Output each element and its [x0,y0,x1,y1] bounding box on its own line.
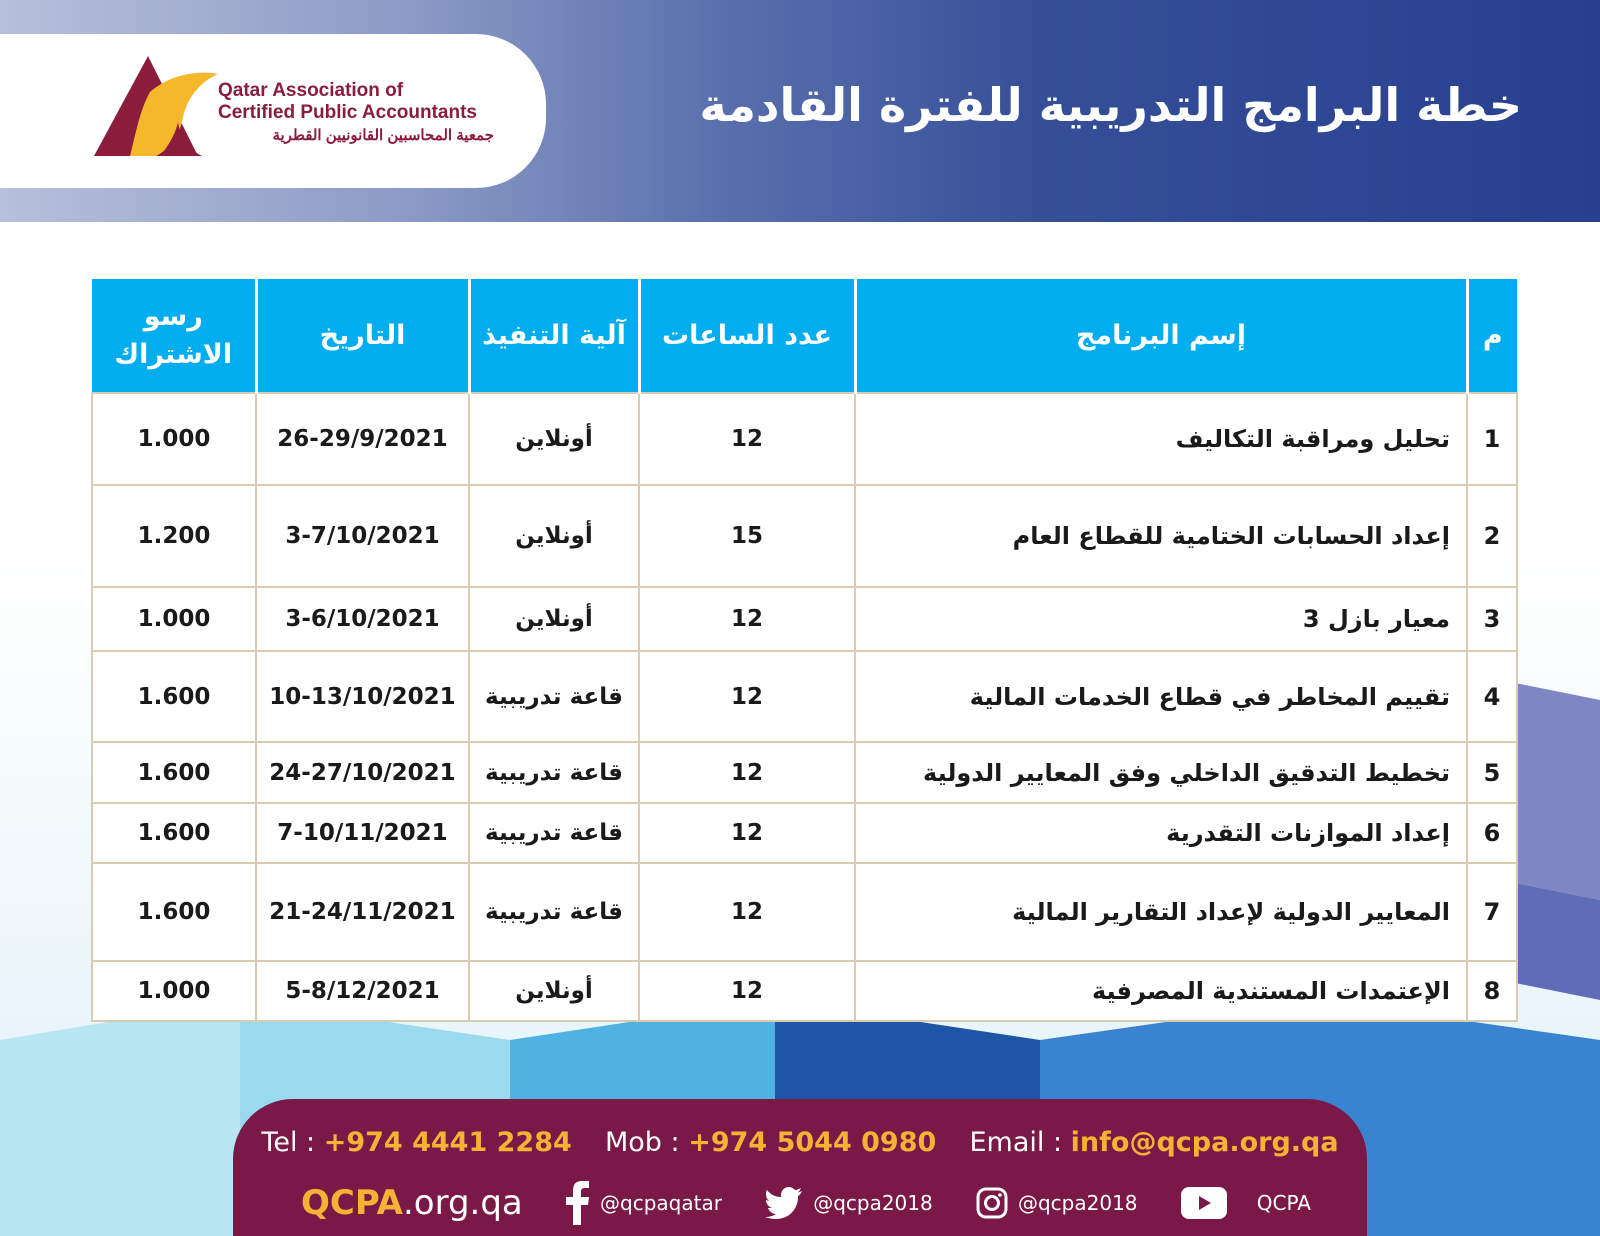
cell-fee: 1.600 [92,742,256,803]
cell-fee: 1.600 [92,651,256,742]
cell-name: تحليل ومراقبة التكاليف [855,393,1467,485]
cell-hours: 12 [639,742,855,803]
logo-name-en-line1: Qatar Association of [218,80,404,101]
table-row [92,742,1517,803]
cell-hours: 12 [639,393,855,485]
col-header-date: التاريخ [256,279,469,393]
cell-fee: 1.000 [92,393,256,485]
cell-no: 2 [1467,485,1517,587]
cell-hours: 15 [639,485,855,587]
tel-value[interactable]: +974 4441 2284 [323,1127,572,1158]
qcpa-logo-icon [90,52,220,158]
cell-mode: قاعة تدريبية [469,651,639,742]
cell-hours: 12 [639,863,855,961]
contact-line [233,1127,1367,1158]
cell-fee: 1.000 [92,961,256,1021]
col-header-fee: رسو الاشتراك [92,279,256,393]
cell-date: 26-29/9/2021 [256,393,469,485]
facebook-handle: @qcpaqatar [600,1191,722,1215]
cell-name: تخطيط التدقيق الداخلي وفق المعايير الدولية [855,742,1467,803]
cell-mode: أونلاين [469,961,639,1021]
page-title: خطة البرامج التدريبية للفترة القادمة [699,78,1522,132]
col-header-mode: آلية التنفيذ [469,279,639,393]
table-row [92,863,1517,961]
cell-name: المعايير الدولية لإعداد التقارير المالية [855,863,1467,961]
contact-footer [233,1099,1367,1236]
cell-no: 7 [1467,863,1517,961]
col-header-name: إسم البرنامج [855,279,1467,393]
cell-no: 6 [1467,803,1517,863]
cell-no: 5 [1467,742,1517,803]
cell-hours: 12 [639,803,855,863]
cell-mode: أونلاين [469,485,639,587]
cell-mode: قاعة تدريبية [469,803,639,863]
cell-mode: قاعة تدريبية [469,863,639,961]
cell-hours: 12 [639,587,855,651]
cell-no: 1 [1467,393,1517,485]
mob-label: Mob : [604,1127,680,1158]
table-row [92,485,1517,587]
cell-no: 3 [1467,587,1517,651]
table-header-row [92,279,1517,393]
cell-name: إعداد الحسابات الختامية للقطاع العام [855,485,1467,587]
email-label: Email : [969,1127,1063,1158]
social-line [301,1181,1311,1225]
logo-name-en-line2: Certified Public Accountants [218,102,477,123]
cell-date: 7-10/11/2021 [256,803,469,863]
twitter-link[interactable] [765,1187,933,1219]
cell-fee: 1.600 [92,803,256,863]
twitter-handle: @qcpa2018 [813,1191,933,1215]
cell-name: معيار بازل 3 [855,587,1467,651]
cell-fee: 1.200 [92,485,256,587]
website-domain: .org.qa [402,1183,523,1223]
cell-no: 4 [1467,651,1517,742]
cell-date: 21-24/11/2021 [256,863,469,961]
cell-no: 8 [1467,961,1517,1021]
instagram-link[interactable] [976,1187,1138,1219]
cell-fee: 1.600 [92,863,256,961]
cell-date: 3-7/10/2021 [256,485,469,587]
logo-name-ar: جمعية المحاسبين القانونيين القطرية [272,127,494,144]
cell-hours: 12 [639,651,855,742]
youtube-icon [1181,1187,1227,1219]
cell-date: 5-8/12/2021 [256,961,469,1021]
cell-date: 10-13/10/2021 [256,651,469,742]
training-schedule-table [91,279,1518,1022]
mob-value[interactable]: +974 5044 0980 [688,1127,937,1158]
cell-name: إعداد الموازنات التقدرية [855,803,1467,863]
table-row [92,393,1517,485]
instagram-handle: @qcpa2018 [1017,1191,1138,1215]
table-row [92,961,1517,1021]
cell-mode: أونلاين [469,587,639,651]
cell-mode: أونلاين [469,393,639,485]
cell-mode: قاعة تدريبية [469,742,639,803]
facebook-link[interactable] [566,1181,722,1225]
cell-hours: 12 [639,961,855,1021]
email-link[interactable]: info@qcpa.org.qa [1070,1127,1339,1158]
col-header-hours: عدد الساعات [639,279,855,393]
facebook-icon [566,1181,590,1225]
logo-text [218,80,518,148]
cell-name: الإعتمدات المستندية المصرفية [855,961,1467,1021]
cell-date: 24-27/10/2021 [256,742,469,803]
youtube-link[interactable] [1181,1187,1311,1219]
table-row [92,651,1517,742]
twitter-icon [765,1187,803,1219]
website-brand: QCPA [301,1183,403,1223]
cell-fee: 1.000 [92,587,256,651]
col-header-no: م [1467,279,1517,393]
table-row [92,803,1517,863]
cell-date: 3-6/10/2021 [256,587,469,651]
youtube-channel: QCPA [1256,1191,1311,1215]
instagram-icon [976,1187,1008,1219]
table-row [92,587,1517,651]
website-link[interactable] [301,1183,523,1223]
cell-name: تقييم المخاطر في قطاع الخدمات المالية [855,651,1467,742]
tel-label: Tel : [261,1127,316,1158]
